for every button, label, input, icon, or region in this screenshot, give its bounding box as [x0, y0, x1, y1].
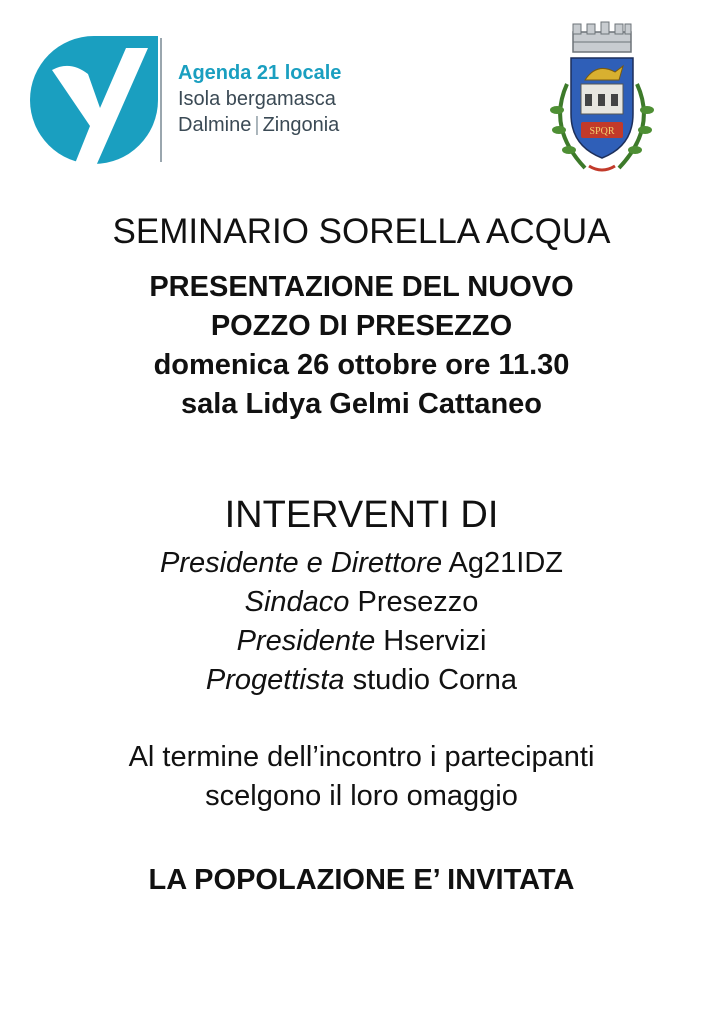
invitation-line: LA POPOLAZIONE E’ INVITATA [148, 864, 575, 896]
speaker-role: Sindaco [244, 586, 350, 618]
speaker-item [0, 583, 723, 622]
closing-note [0, 738, 723, 816]
speakers-heading: INTERVENTI DI [224, 494, 499, 536]
logo-town-zingonia: Zingonia [262, 114, 340, 136]
speaker-org: Presezzo [357, 586, 479, 618]
logo-line-isola: Isola bergamasca [178, 88, 336, 110]
speaker-role: Presidente [236, 625, 376, 657]
logo-divider [160, 38, 162, 162]
speaker-item [0, 622, 723, 661]
event-details [0, 268, 723, 424]
speaker-org: Hservizi [383, 625, 487, 657]
speaker-item [0, 544, 723, 583]
event-date-line: domenica 26 ottobre ore 11.30 [153, 349, 570, 381]
logo-text [178, 60, 341, 138]
closing-line: Al termine dell’incontro i partecipanti [128, 741, 595, 773]
logo-town-dalmine: Dalmine [178, 114, 252, 136]
agenda21-logo [30, 30, 370, 170]
municipal-crest-icon [545, 18, 657, 178]
speakers-list [0, 544, 723, 700]
speaker-role: Presidente e Direttore [159, 547, 443, 579]
logo-separator: | [254, 114, 260, 136]
flyer-content [0, 210, 723, 900]
speaker-item [0, 661, 723, 700]
event-venue-line: sala Lidya Gelmi Cattaneo [180, 388, 542, 420]
speaker-org: Ag21IDZ [448, 547, 563, 579]
page-title: SEMINARIO SORELLA ACQUA [112, 212, 611, 251]
speaker-role: Progettista [205, 664, 345, 696]
logo-line-agenda: Agenda 21 locale [178, 62, 342, 84]
speaker-org: studio Corna [352, 664, 518, 696]
event-line: POZZO DI PRESEZZO [210, 310, 513, 342]
logo-line-towns [178, 112, 341, 138]
crest-motto: SPQR [589, 126, 615, 137]
closing-line: scelgono il loro omaggio [205, 780, 518, 812]
event-line: PRESENTAZIONE DEL NUOVO [149, 271, 574, 303]
agenda21-y-icon [30, 30, 160, 170]
